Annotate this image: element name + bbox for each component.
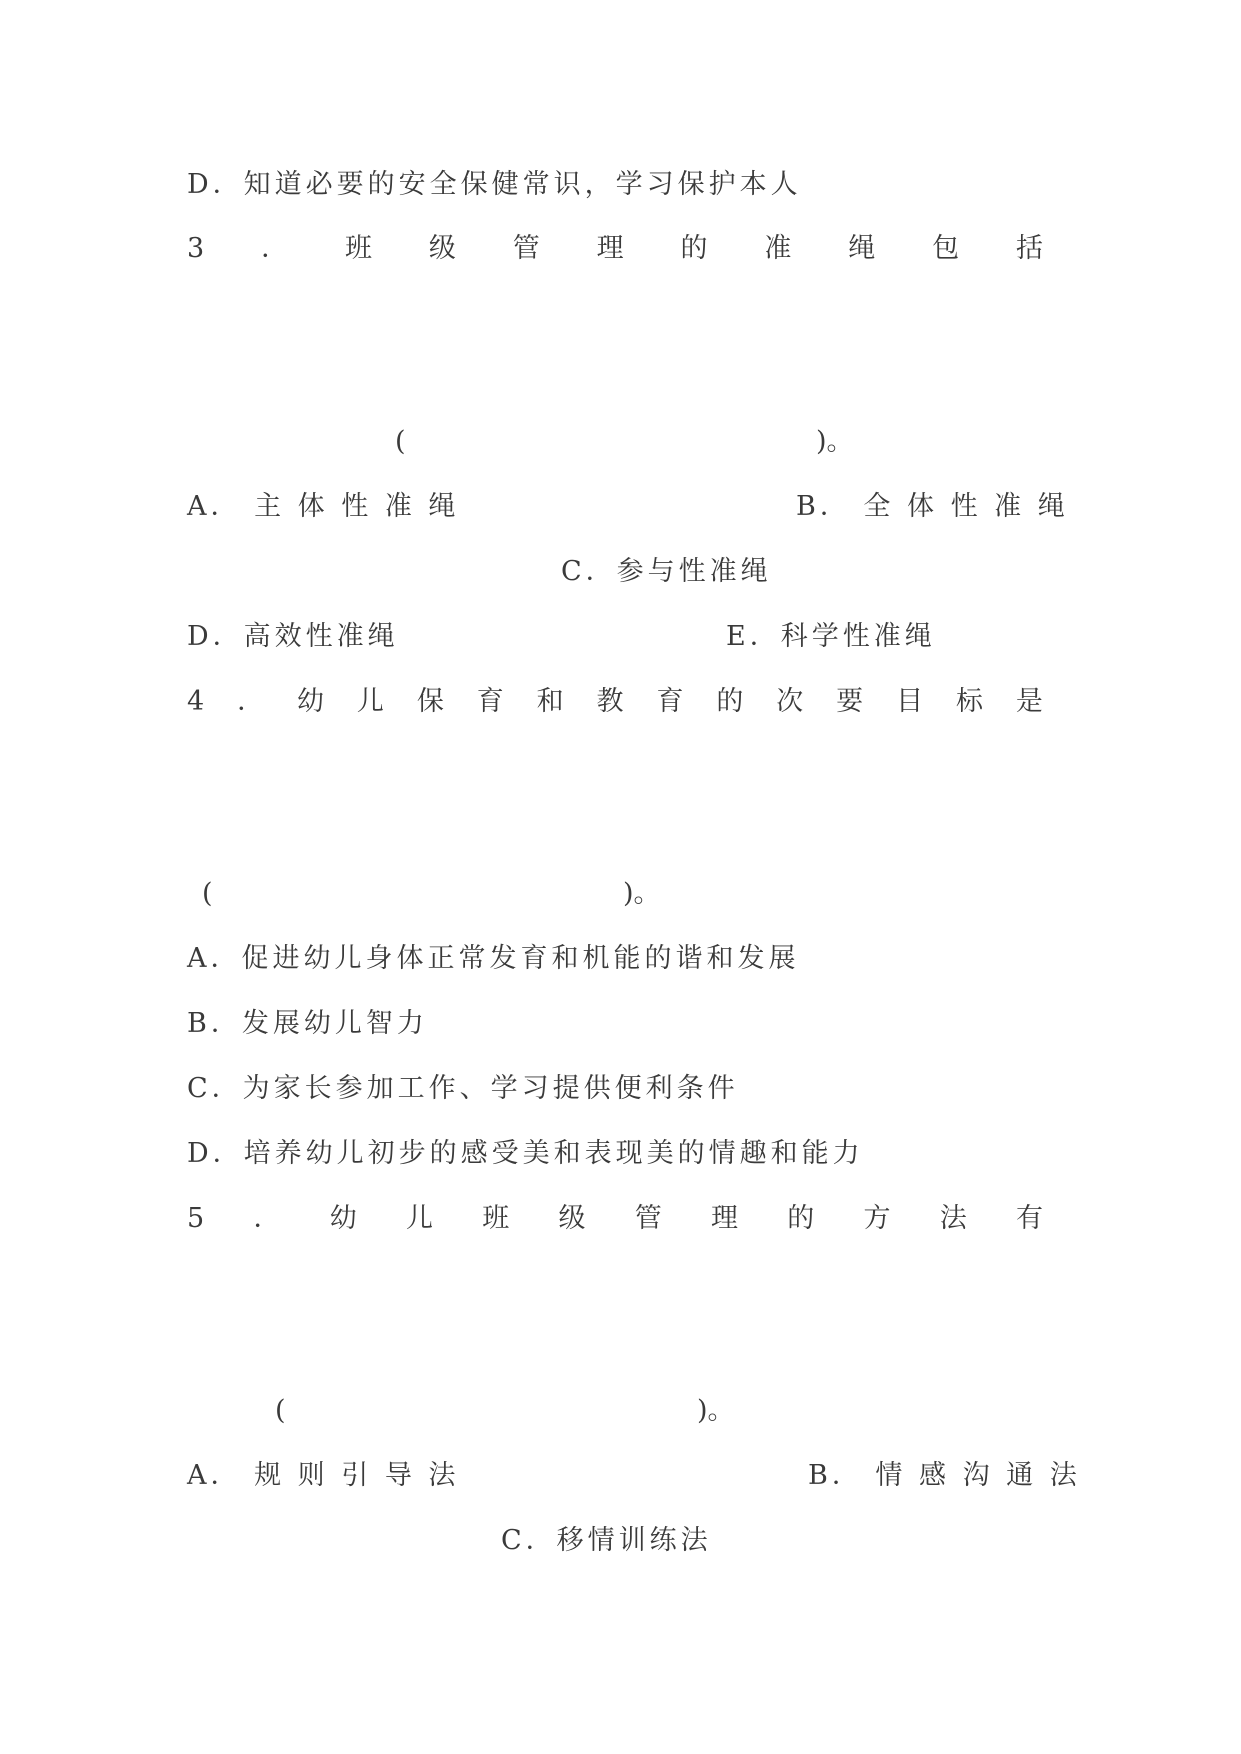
q5-answer-paren-close: )。 [697,1395,735,1426]
q5-answer-paren-open: ( [275,1395,286,1426]
q4-char: 育 [656,686,684,717]
q4-option-a: A．促进幼儿身体正常发育和机能的谐和发展 [187,943,800,974]
q3-char: 管 [512,233,540,264]
q5-number: 5 [187,1203,205,1234]
q4-char: 和 [536,686,564,717]
q5-char: 级 [558,1203,586,1234]
q3-char: 的 [680,233,708,264]
q5-char: 儿 [405,1203,433,1234]
q4-char: 目 [896,686,924,717]
q4-char: 教 [596,686,624,717]
q4-option-b: B．发展幼儿智力 [187,1008,428,1039]
q5-dot: ． [253,1203,281,1234]
q4-char: 保 [416,686,444,717]
q2-option-d: D．知道必要的安全保健常识，学习保护本人 [187,169,802,200]
q5-char: 的 [787,1203,815,1234]
q3-stem [187,232,1043,266]
q4-char: 育 [476,686,504,717]
q5-option-c: C．移情训练法 [501,1525,712,1556]
q5-option-a: A． 规 则 引 导 法 [187,1460,460,1491]
q3-char: 绳 [848,233,876,264]
q4-char: 儿 [356,686,384,717]
q5-char: 理 [710,1203,738,1234]
q3-dot: ． [261,233,289,264]
q4-option-d: D．培养幼儿初步的感受美和表现美的情趣和能力 [187,1138,864,1169]
q3-char: 准 [764,233,792,264]
q5-char: 管 [634,1203,662,1234]
q4-char: 标 [955,686,983,717]
q4-answer-paren-close: )。 [623,878,661,909]
q4-number: 4 [187,686,205,717]
q5-char: 有 [1015,1203,1043,1234]
q3-option-c: C．参与性准绳 [561,556,772,587]
q3-char: 理 [596,233,624,264]
q4-char: 次 [776,686,804,717]
q4-char: 幼 [297,686,324,717]
q3-char: 级 [428,233,456,264]
q5-stem [187,1202,1043,1236]
q3-answer-paren-close: )。 [816,426,854,457]
q3-number: 3 [187,233,205,264]
q4-answer-paren-open: ( [202,878,213,909]
q5-char: 法 [939,1203,967,1234]
q4-char: 要 [836,686,864,717]
q4-char: 的 [716,686,744,717]
q4-stem [187,685,1043,719]
q4-char: 是 [1015,686,1043,717]
q3-option-d: D．高效性准绳 [187,621,399,652]
q5-char: 幼 [329,1203,357,1234]
q3-char: 班 [344,233,372,264]
q3-char: 括 [1015,233,1043,264]
q5-char: 班 [482,1203,510,1234]
q5-option-b: B． 情 感 沟 通 法 [808,1460,1081,1491]
q4-dot: ． [237,686,265,717]
q5-char: 方 [863,1203,891,1234]
q4-option-c: C．为家长参加工作、学习提供便利条件 [187,1073,739,1104]
q3-option-e: E．科学性准绳 [726,621,936,652]
q3-option-b: B． 全 体 性 准 绳 [796,491,1069,522]
q3-option-a: A． 主 体 性 准 绳 [187,491,460,522]
q3-char: 包 [932,233,960,264]
q3-answer-paren-open: ( [395,426,406,457]
